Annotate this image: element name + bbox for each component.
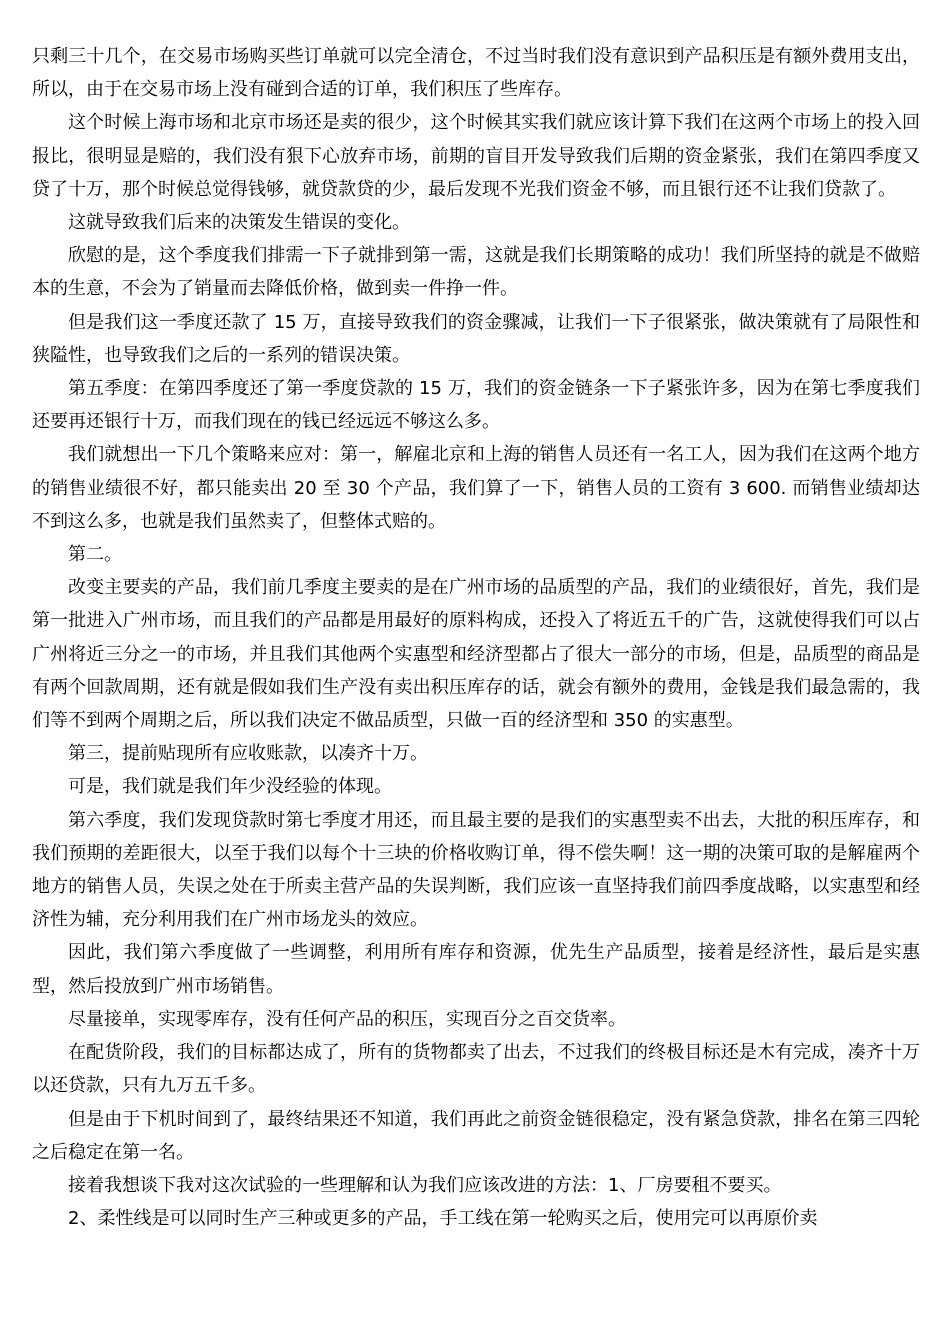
paragraph-improvements: 接着我想谈下我对这次试验的一些理解和认为我们应该改进的方法：1、厂房要租不要买。 <box>68 1174 782 1196</box>
paragraph-market-analysis: 这个时候上海市场和北京市场还是卖的很少，这个时候其实我们就应该计算下我们在这两个市场上的投入回报比，很明显是赔的，我们没有狠下心放弃市场，前期的盲目开发导致我们后期的资金紧张，我们在第四季度又贷了十万，那个时候总觉得钱够，就贷款贷的少，最后发现不光我们资金不够，而且银行还不让我们贷款了。 <box>32 112 920 200</box>
paragraph-ranking-success: 欣慰的是，这个季度我们排需一下子就排到第一需，这就是我们长期策略的成功！我们所坚持的就是不做赔本的生意，不会为了销量而去降低价格，做到卖一件挣一件。 <box>32 245 920 300</box>
paragraph-distribution: 在配货阶段，我们的目标都达成了，所有的货物都卖了出去，不过我们的终极目标还是木有完成，凑齐十万以还贷款，只有九万五千多。 <box>32 1042 920 1097</box>
paragraph-quarter-five: 第五季度：在第四季度还了第一季度贷款的 15 万，我们的资金链条一下子紧张许多，因为在第七季度我们还要再还银行十万，而我们现在的钱已经远远不够这么多。 <box>32 378 920 433</box>
paragraph-strategy-two: 改变主要卖的产品，我们前几季度主要卖的是在广州市场的品质型的产品，我们的业绩很好，首先，我们是第一批进入广州市场，而且我们的产品都是用最好的原料构成，还投入了将近五千的广告，这就使得我们可以占广州将近三分之一的市场，并且我们其他两个实惠型和经济型都占了很大一部分的市场，但是，品质型的商品是有两个回款周期，还有就是假如我们生产没有卖出积压库存的话，就会有额外的费用，金钱是我们最急需的，我们等不到两个周期之后，所以我们决定不做品质型，只做一百的经济型和 350 的实惠型。 <box>32 577 920 732</box>
paragraph-strategy-one: 我们就想出一下几个策略来应对：第一，解雇北京和上海的销售人员还有一名工人，因为我们在这两个地方的销售业绩很不好，都只能卖出 20 至 30 个产品，我们算了一下，销售人员的工资有 3 600. 而销售业绩却达不到这么多，也就是我们虽然卖了，但整体式赔的。 <box>32 444 920 532</box>
paragraph-zero-inventory: 尽量接单，实现零库存，没有任何产品的积压，实现百分之百交货率。 <box>68 1008 626 1030</box>
paragraph-quarter-six: 第六季度，我们发现贷款时第七季度才用还，而且最主要的是我们的实惠型卖不出去，大批的积压库存，和我们预期的差距很大，以至于我们以每个十三块的价格收购订单，得不偿失啊！这一期的决策可取的是解雇两个地方的销售人员，失误之处在于所卖主营产品的失误判断，我们应该一直坚持我们前四季度战略，以实惠型和经济性为辅，充分利用我们在广州市场龙头的效应。 <box>32 809 920 931</box>
paragraph-final-result: 但是由于下机时间到了，最终结果还不知道，我们再此之前资金链很稳定，没有紧急贷款，排名在第三四轮之后稳定在第一名。 <box>32 1108 920 1163</box>
paragraph-continuation: 只剩三十几个，在交易市场购买些订单就可以完全清仓，不过当时我们没有意识到产品积压是有额外费用支出，所以，由于在交易市场上没有碰到合适的订单，我们积压了些库存。 <box>32 46 920 101</box>
paragraph-decision-error: 这就导致我们后来的决策发生错误的变化。 <box>68 212 410 234</box>
paragraph-strategy-two-heading: 第二。 <box>68 544 122 566</box>
paragraph-strategy-three: 第三，提前贴现所有应收账款，以凑齐十万。 <box>68 743 428 765</box>
paragraph-flexible-line: 2、柔性线是可以同时生产三种或更多的产品，手工线在第一轮购买之后，使用完可以再原价卖 <box>68 1208 818 1230</box>
document-page <box>32 40 920 1235</box>
paragraph-adjustment: 因此，我们第六季度做了一些调整，利用所有库存和资源，优先生产品质型，接着是经济性，最后是实惠型，然后投放到广州市场销售。 <box>32 942 920 997</box>
paragraph-inexperience: 可是，我们就是我们年少没经验的体现。 <box>68 776 392 798</box>
paragraph-repayment: 但是我们这一季度还款了 15 万，直接导致我们的资金骤减，让我们一下子很紧张，做决策就有了局限性和狭隘性，也导致我们之后的一系列的错误决策。 <box>32 311 920 366</box>
